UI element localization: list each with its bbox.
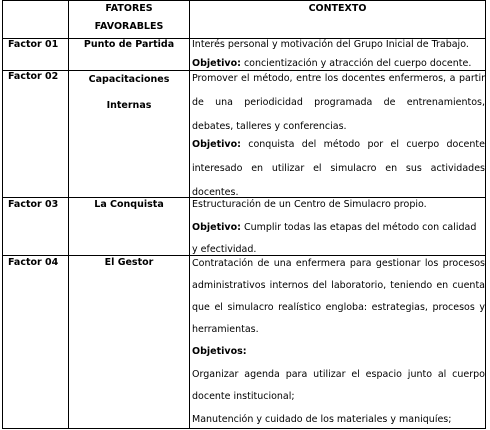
table-border-right — [485, 0, 486, 429]
header-factores: FATORES FAVORABLES — [94, 3, 164, 32]
column-divider — [68, 0, 69, 429]
table-border-left — [2, 0, 3, 429]
factor-name: El Gestor — [104, 257, 154, 268]
objective-text: concientización y atracción del cuerpo docente. — [243, 58, 472, 69]
factor-name: Punto de Partida — [83, 39, 175, 50]
factor-label: Factor 02 — [8, 71, 59, 82]
factor-name: Capacitaciones Internas — [88, 74, 170, 111]
objectives-label: Objetivos: — [192, 346, 247, 357]
context-text: Interés personal y motivación del Grupo Inicial de Trabajo. — [192, 39, 469, 50]
header-contexto: CONTEXTO — [308, 3, 367, 14]
factor-label: Factor 01 — [8, 39, 59, 50]
factors-table — [2, 0, 486, 429]
objective-item: Organizar agenda para utilizar el espacio junto al cuerpo docente institucional; — [192, 369, 485, 402]
factor-name: La Conquista — [94, 199, 164, 210]
objective-label: Objetivo: — [192, 139, 241, 150]
factor-label: Factor 04 — [8, 257, 59, 268]
context-text: Contratación de una enfermera para gestionar los procesos administrativos internos del laboratorio, teniendo en cuenta que el simulacro realístico engloba: estrategias, procesos y herramientas. — [192, 258, 485, 335]
context-text: Estructuración de un Centro de Simulacro propio. — [192, 199, 427, 210]
column-divider — [189, 0, 190, 429]
objective-item: Manutención y cuidado de los materiales y maniquíes; — [192, 414, 452, 425]
context-text: Promover el método, entre los docentes enfermeros, a partir de una periodicidad programada de entrenamientos, debates, talleres y conferencias. — [192, 73, 485, 132]
objective-text: Cumplir todas las etapas del método con calidad y efectividad. — [192, 222, 477, 255]
factor-label: Factor 03 — [8, 199, 59, 210]
objective-label: Objetivo: — [192, 222, 241, 233]
objective-label: Objetivo: — [192, 58, 241, 69]
objective-text: conquista del método por el cuerpo docente interesado en utilizar el simulacro en sus actividades docentes. — [192, 139, 485, 198]
